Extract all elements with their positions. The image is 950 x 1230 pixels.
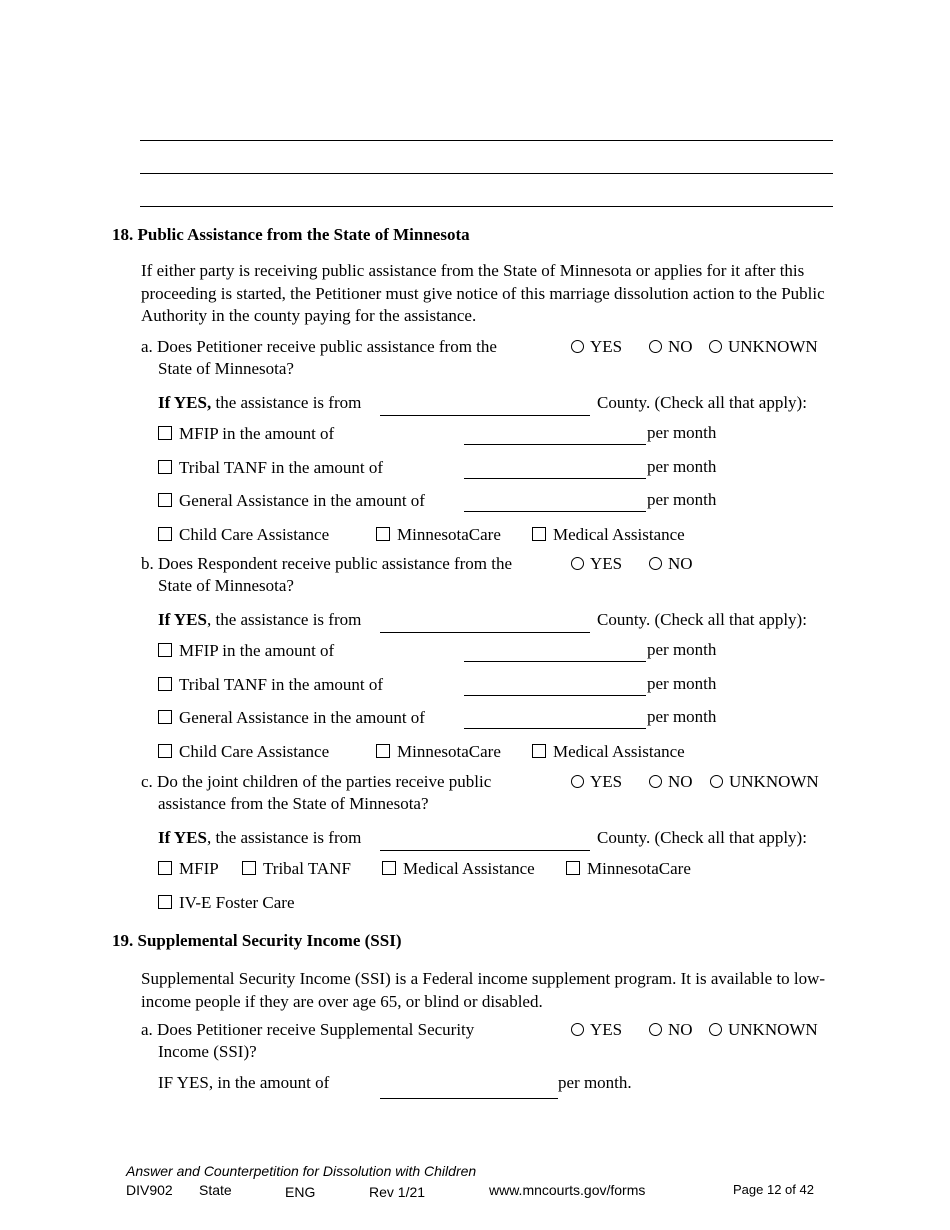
blank-line-2[interactable] (140, 173, 833, 174)
q18a-ga-per-month: per month (647, 490, 717, 509)
q18c-mfip-checkbox[interactable]: MFIP (158, 858, 219, 880)
radio-icon (571, 557, 584, 570)
q18a-county-label: County. (Check all that apply): (597, 393, 807, 412)
checkbox-icon (566, 861, 580, 875)
checkbox-icon (532, 744, 546, 758)
q18b-cca-checkbox[interactable]: Child Care Assistance (158, 741, 329, 763)
checkbox-icon (158, 643, 172, 657)
checkbox-icon (158, 493, 172, 507)
q18a-line1: a. Does Petitioner receive public assistance from the (141, 337, 497, 356)
q18b-line2: State of Minnesota? (158, 576, 294, 595)
radio-icon (710, 775, 723, 788)
section-18-heading: 18. Public Assistance from the State of Minnesota (112, 225, 470, 244)
q18b-county-field[interactable] (380, 632, 590, 633)
q18b-ga-checkbox[interactable]: General Assistance in the amount of (158, 707, 425, 729)
q18a-unknown-radio[interactable]: UNKNOWN (709, 336, 818, 358)
footer-website: www.mncourts.gov/forms (489, 1182, 646, 1198)
checkbox-icon (158, 895, 172, 909)
q18c-yes-radio[interactable]: YES (571, 771, 622, 793)
checkbox-icon (158, 744, 172, 758)
blank-line-1[interactable] (140, 140, 833, 141)
q18b-ma-checkbox[interactable]: Medical Assistance (532, 741, 685, 763)
checkbox-icon (242, 861, 256, 875)
q18c-line1: c. Do the joint children of the parties receive public (141, 772, 492, 791)
radio-icon (649, 775, 662, 788)
q19a-per-month: per month. (558, 1073, 632, 1092)
checkbox-icon (382, 861, 396, 875)
q18b-mfip-amount-field[interactable] (464, 661, 646, 662)
checkbox-icon (158, 861, 172, 875)
q18c-unknown-radio[interactable]: UNKNOWN (710, 771, 819, 793)
checkbox-icon (158, 460, 172, 474)
q19a-line1: a. Does Petitioner receive Supplemental Security (141, 1020, 475, 1039)
q18a-mfip-amount-field[interactable] (464, 444, 646, 445)
q18a-mncare-checkbox[interactable]: MinnesotaCare (376, 524, 501, 546)
radio-icon (571, 340, 584, 353)
q18c-mncare-checkbox[interactable]: MinnesotaCare (566, 858, 691, 880)
footer-revision: Rev 1/21 (369, 1184, 426, 1200)
radio-icon (649, 1023, 662, 1036)
section-19-heading: 19. Supplemental Security Income (SSI) (112, 931, 402, 950)
q18c-fostercare-checkbox[interactable]: IV-E Foster Care (158, 892, 295, 914)
footer-form-code: DIV902 (126, 1182, 173, 1198)
q18b-no-radio[interactable]: NO (649, 553, 693, 575)
q18a-mfip-checkbox[interactable]: MFIP in the amount of (158, 423, 334, 445)
checkbox-icon (158, 677, 172, 691)
q18a-yes-radio[interactable]: YES (571, 336, 622, 358)
q18b-mfip-per-month: per month (647, 640, 717, 659)
q18a-tanf-amount-field[interactable] (464, 478, 646, 479)
q18a-no-radio[interactable]: NO (649, 336, 693, 358)
q19a-line2: Income (SSI)? (158, 1042, 257, 1061)
q18c-line2: assistance from the State of Minnesota? (158, 794, 429, 813)
q18a-ma-checkbox[interactable]: Medical Assistance (532, 524, 685, 546)
q18a-mfip-per-month: per month (647, 423, 717, 442)
q18a-county-field[interactable] (380, 415, 590, 416)
footer-language: ENG (285, 1184, 316, 1200)
radio-icon (649, 557, 662, 570)
q18b-mncare-checkbox[interactable]: MinnesotaCare (376, 741, 501, 763)
q18c-no-radio[interactable]: NO (649, 771, 693, 793)
q18c-tanf-checkbox[interactable]: Tribal TANF (242, 858, 351, 880)
q18b-tanf-amount-field[interactable] (464, 695, 646, 696)
checkbox-icon (158, 527, 172, 541)
section-18-intro: If either party is receiving public assistance from the State of Minnesota or applies for it after this proceeding is started, the Petitioner must give notice of this marriage dissolution action to the Public Authority in the county paying for the assistance. (141, 261, 825, 325)
q18a-ga-amount-field[interactable] (464, 511, 646, 512)
footer-state: State (199, 1182, 232, 1198)
q18c-ma-checkbox[interactable]: Medical Assistance (382, 858, 535, 880)
q18b-tanf-checkbox[interactable]: Tribal TANF in the amount of (158, 674, 383, 696)
checkbox-icon (376, 744, 390, 758)
q18a-ga-checkbox[interactable]: General Assistance in the amount of (158, 490, 425, 512)
q18c-ifyes: If YES, the assistance is from (158, 828, 362, 847)
q18b-ga-amount-field[interactable] (464, 728, 646, 729)
checkbox-icon (158, 710, 172, 724)
radio-icon (649, 340, 662, 353)
blank-line-3[interactable] (140, 206, 833, 207)
q18c-county-field[interactable] (380, 850, 590, 851)
q18a-cca-checkbox[interactable]: Child Care Assistance (158, 524, 329, 546)
checkbox-icon (376, 527, 390, 541)
radio-icon (709, 340, 722, 353)
q18b-tanf-per-month: per month (647, 674, 717, 693)
q18b-ifyes: If YES, the assistance is from (158, 610, 362, 629)
q18a-ifyes: If YES, the assistance is from (158, 393, 362, 412)
q19a-amount-field[interactable] (380, 1098, 558, 1099)
q18a-line2: State of Minnesota? (158, 359, 294, 378)
footer-page-number: Page 12 of 42 (733, 1182, 814, 1197)
q19a-unknown-radio[interactable]: UNKNOWN (709, 1019, 818, 1041)
radio-icon (571, 775, 584, 788)
section-19-intro: Supplemental Security Income (SSI) is a Federal income supplement program. It is available to low-income people if they are over age 65, or blind or disabled. (141, 969, 826, 1011)
footer-form-title: Answer and Counterpetition for Dissolution with Children (126, 1163, 477, 1179)
radio-icon (571, 1023, 584, 1036)
radio-icon (709, 1023, 722, 1036)
q18b-mfip-checkbox[interactable]: MFIP in the amount of (158, 640, 334, 662)
q19a-yes-radio[interactable]: YES (571, 1019, 622, 1041)
checkbox-icon (532, 527, 546, 541)
q18b-county-label: County. (Check all that apply): (597, 610, 807, 629)
q18b-line1: b. Does Respondent receive public assistance from the (141, 554, 513, 573)
q19a-ifyes: IF YES, in the amount of (158, 1073, 330, 1092)
q18b-ga-per-month: per month (647, 707, 717, 726)
q19a-no-radio[interactable]: NO (649, 1019, 693, 1041)
q18a-tanf-per-month: per month (647, 457, 717, 476)
q18b-yes-radio[interactable]: YES (571, 553, 622, 575)
q18a-tanf-checkbox[interactable]: Tribal TANF in the amount of (158, 457, 383, 479)
q18c-county-label: County. (Check all that apply): (597, 828, 807, 847)
checkbox-icon (158, 426, 172, 440)
